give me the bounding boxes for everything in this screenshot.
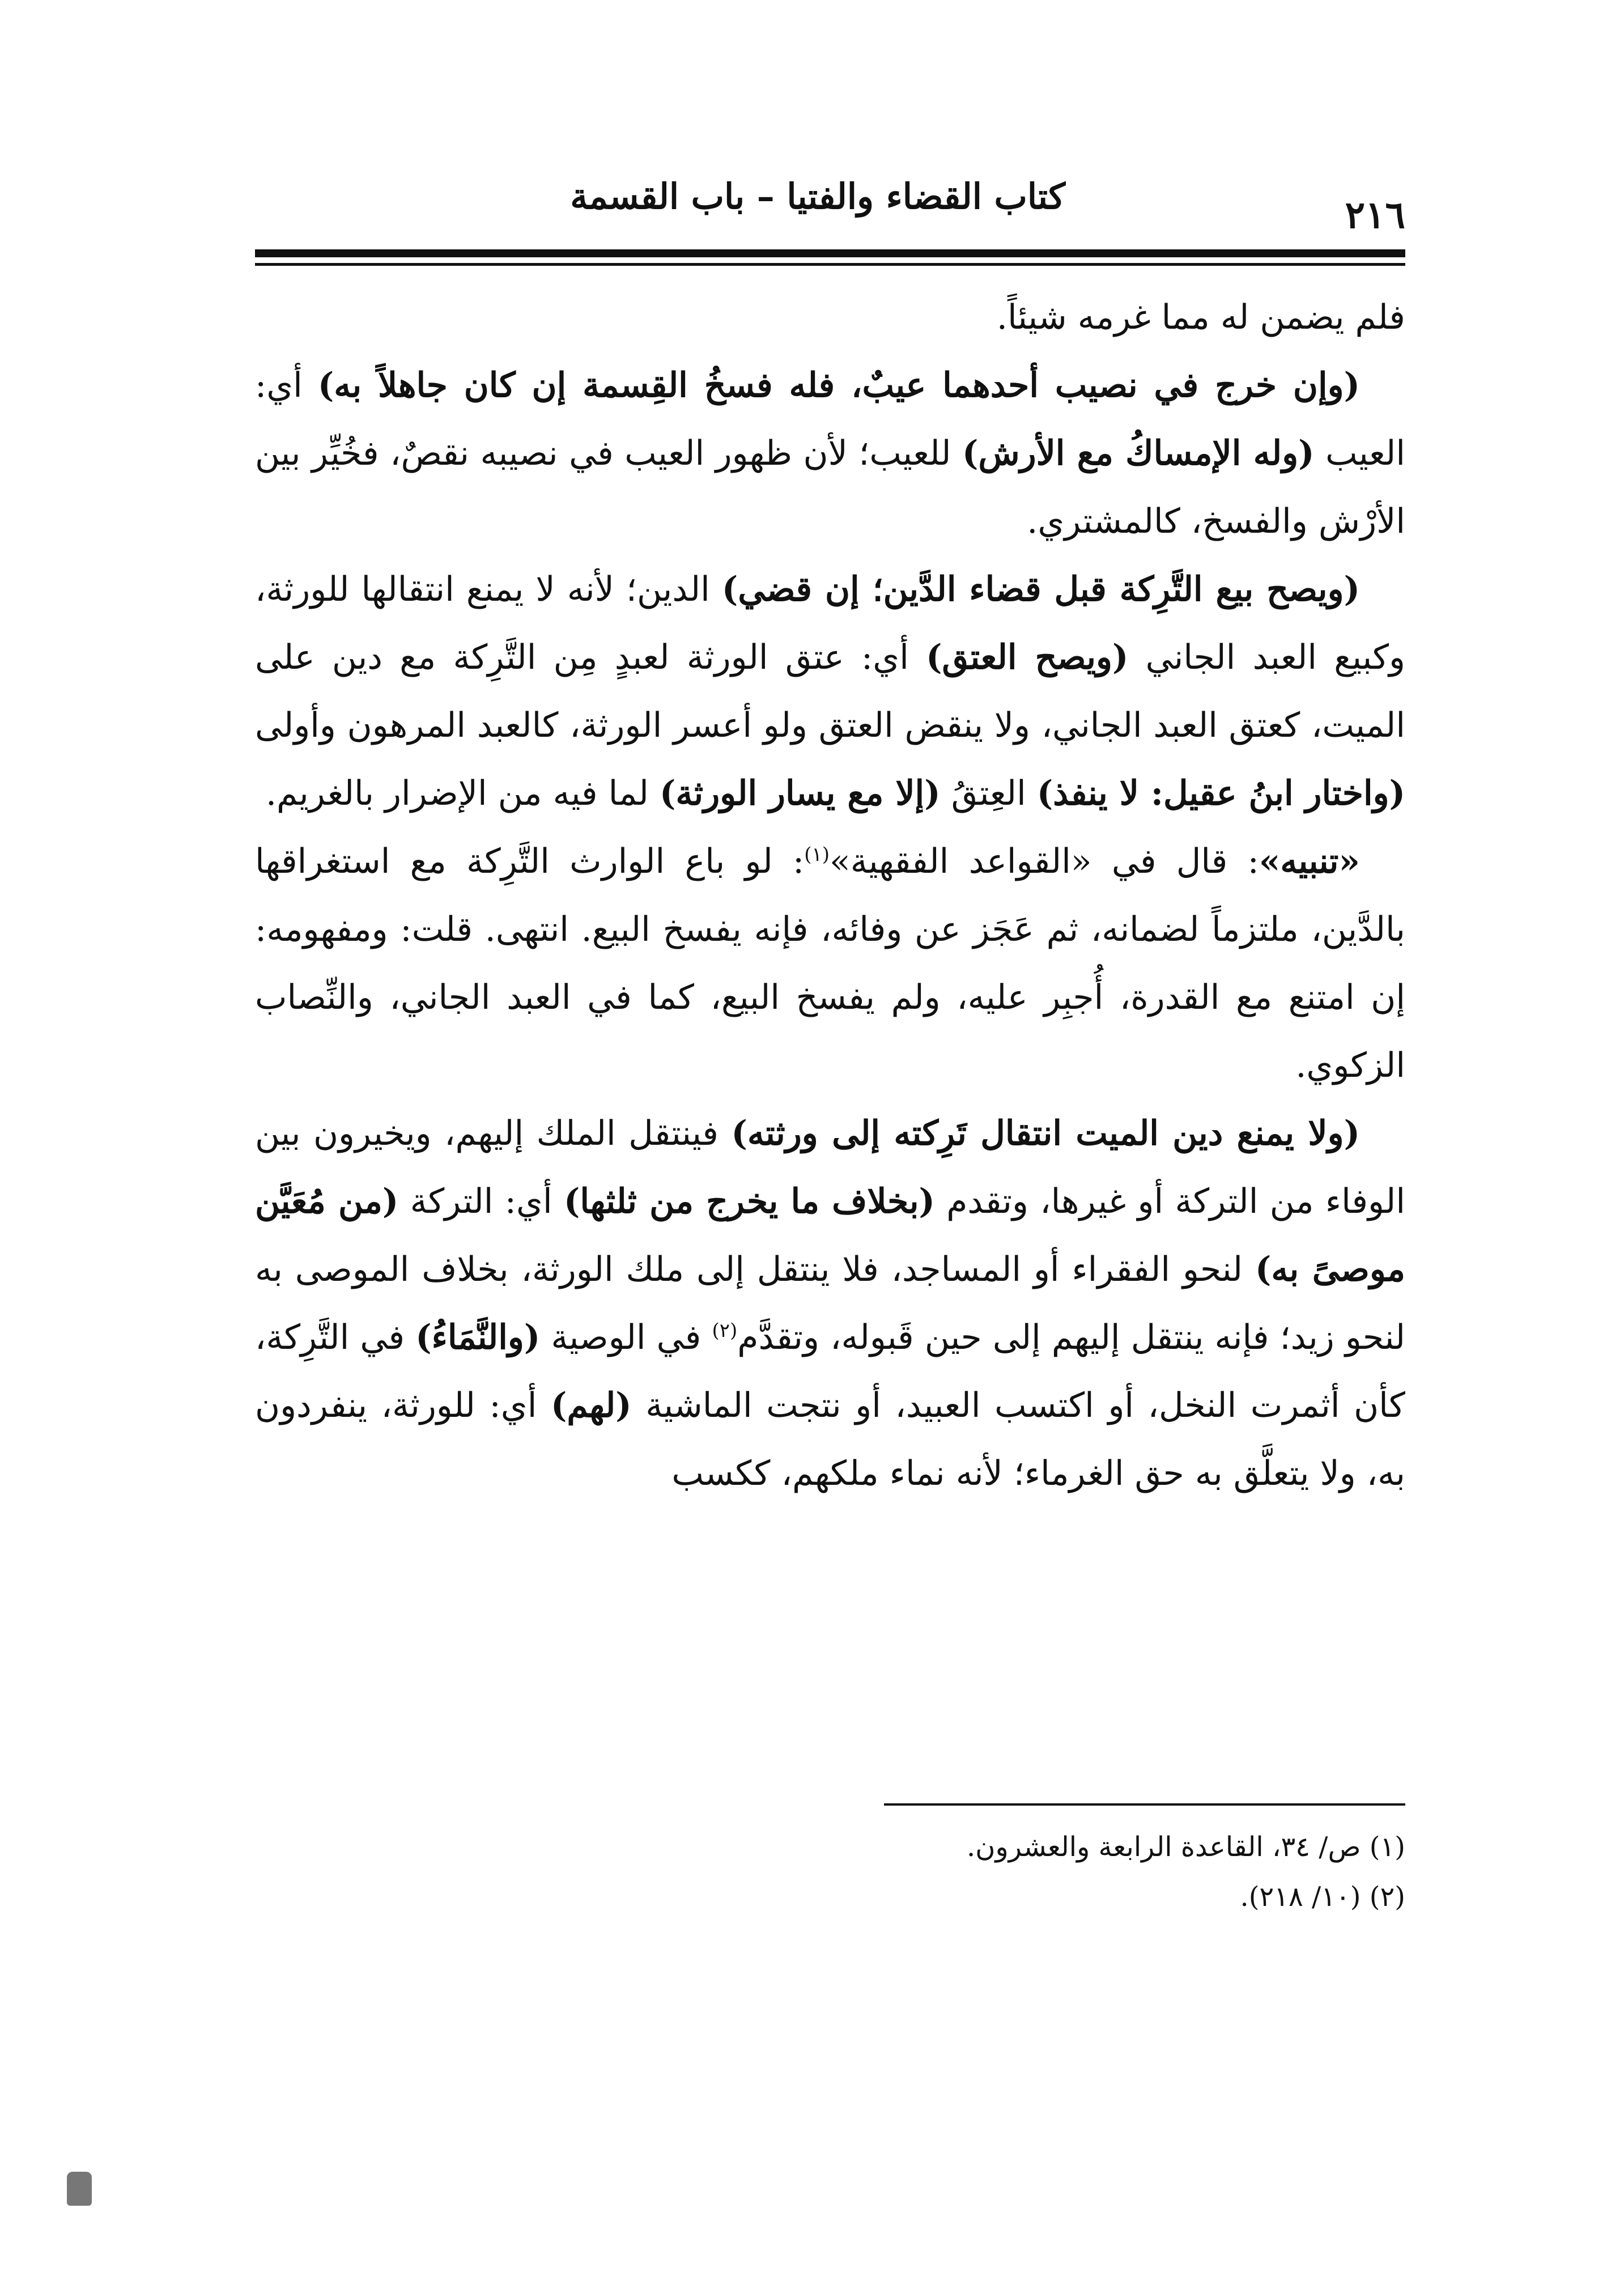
matn-text: (إلا مع يسار الورثة) bbox=[659, 774, 941, 813]
scan-corner-mark bbox=[67, 2172, 92, 2206]
footnote-ref-1[interactable]: (١) bbox=[804, 843, 830, 866]
paragraph-1 bbox=[255, 283, 1405, 351]
paragraph-4 bbox=[255, 827, 1405, 1099]
sharh-text: : لو باع الوارث التَّرِكة مع استغراقها بالدَّين، ملتزماً لضمانه، ثم عَجَز عن وفائه، فإنه يفسخ البيع. انتهى. قلت: ومفهومه: إن امتنع مع القدرة، أُجبِر عليه، ولم يفسخ البيع، كما في العبد الجاني، والنِّصاب الزكوي. bbox=[255, 842, 1405, 1085]
matn-text: (من مُعَيَّن موصىً به) bbox=[255, 1182, 1405, 1289]
sharh-text: لما فيه من الإضرار بالغريم. bbox=[265, 774, 660, 813]
sharh-text: الدين؛ لأنه لا يمنع انتقالها للورثة، وكبيع العبد الجاني bbox=[255, 570, 1405, 677]
header-rule-thin bbox=[255, 263, 1405, 266]
matn-text: (والنَّمَاءُ) bbox=[415, 1318, 541, 1357]
sharh-text: أي: للورثة، ينفردون به، ولا يتعلَّق به حق الغرماء؛ لأنه نماء ملكهم، ككسب bbox=[255, 1386, 1405, 1493]
matn-text: (لهم) bbox=[550, 1386, 632, 1425]
matn-text: (ويصح العتق) bbox=[926, 638, 1129, 677]
sharh-text: العِتقُ bbox=[940, 774, 1037, 813]
running-title: كتاب القضاء والفتيا – باب القسمة bbox=[570, 176, 1065, 217]
footnotes bbox=[255, 1822, 1405, 1922]
footnote-ref-2[interactable]: (٢) bbox=[712, 1319, 738, 1342]
header-rule-thick bbox=[255, 249, 1405, 257]
paragraph-2 bbox=[255, 351, 1405, 555]
sharh-text: أي: التركة bbox=[398, 1182, 564, 1221]
sharh-text: : قال في «القواعد الفقهية» bbox=[830, 842, 1259, 881]
sharh-text: فينتقل الملك إليهم، ويخيرون بين الوفاء من التركة أو غيرها، وتقدم bbox=[255, 1114, 1405, 1221]
main-text bbox=[255, 283, 1405, 1508]
text-run: فلم يضمن له مما غرمه شيئاً. bbox=[996, 298, 1405, 337]
sharh-text: لنحو الفقراء أو المساجد، فلا ينتقل إلى ملك الورثة، بخلاف الموصى به لنحو زيد؛ فإنه ينتقل إليهم إلى حين قَبوله، وتقدَّم bbox=[255, 1250, 1405, 1357]
sharh-text: أي: العيب bbox=[255, 366, 1405, 473]
footnote-2: (٢) (١٠/ ٢١٨). bbox=[1240, 1881, 1405, 1913]
matn-text: (وإن خرج في نصيب أحدهما عيبٌ، فله فسخُ القِسمة إن كان جاهلاً به) bbox=[317, 366, 1361, 405]
page-header bbox=[255, 170, 1405, 238]
matn-text: (وله الإمساكُ مع الأرش) bbox=[962, 434, 1315, 473]
sharh-text: في التَّرِكة، كأن أثمرت النخل، أو اكتسب العبيد، أو نتجت الماشية bbox=[255, 1318, 1405, 1425]
note-label: «تنبيه» bbox=[1259, 842, 1360, 881]
paragraph-3 bbox=[255, 555, 1405, 827]
page-number: ٢١٦ bbox=[1345, 193, 1405, 237]
paragraph-5 bbox=[255, 1099, 1405, 1508]
matn-text: (ولا يمنع دين الميت انتقال تَرِكته إلى ورثته) bbox=[731, 1114, 1360, 1153]
matn-text: (ويصح بيع التَّرِكة قبل قضاء الدَّين؛ إن قضي) bbox=[721, 570, 1360, 609]
footnote-separator bbox=[884, 1803, 1405, 1806]
matn-text: (بخلاف ما يخرج من ثلثها) bbox=[564, 1182, 935, 1221]
matn-text: (واختار ابنُ عقيل: لا ينفذ) bbox=[1036, 774, 1405, 813]
sharh-text: في الوصية bbox=[540, 1318, 712, 1357]
sharh-text: للعيب؛ لأن ظهور العيب في نصيبه نقصٌ، فخُيِّر بين الأرْش والفسخ، كالمشتري. bbox=[255, 434, 1405, 541]
footnote-1: (١) ص/ ٣٤، القاعدة الرابعة والعشرون. bbox=[967, 1831, 1405, 1863]
sharh-text: أي: عتق الورثة لعبدٍ مِن التَّرِكة مع دين على الميت، كعتق العبد الجاني، ولا ينقض العتق ولو أعسر الورثة، كالعبد المرهون وأولى bbox=[255, 638, 1405, 745]
